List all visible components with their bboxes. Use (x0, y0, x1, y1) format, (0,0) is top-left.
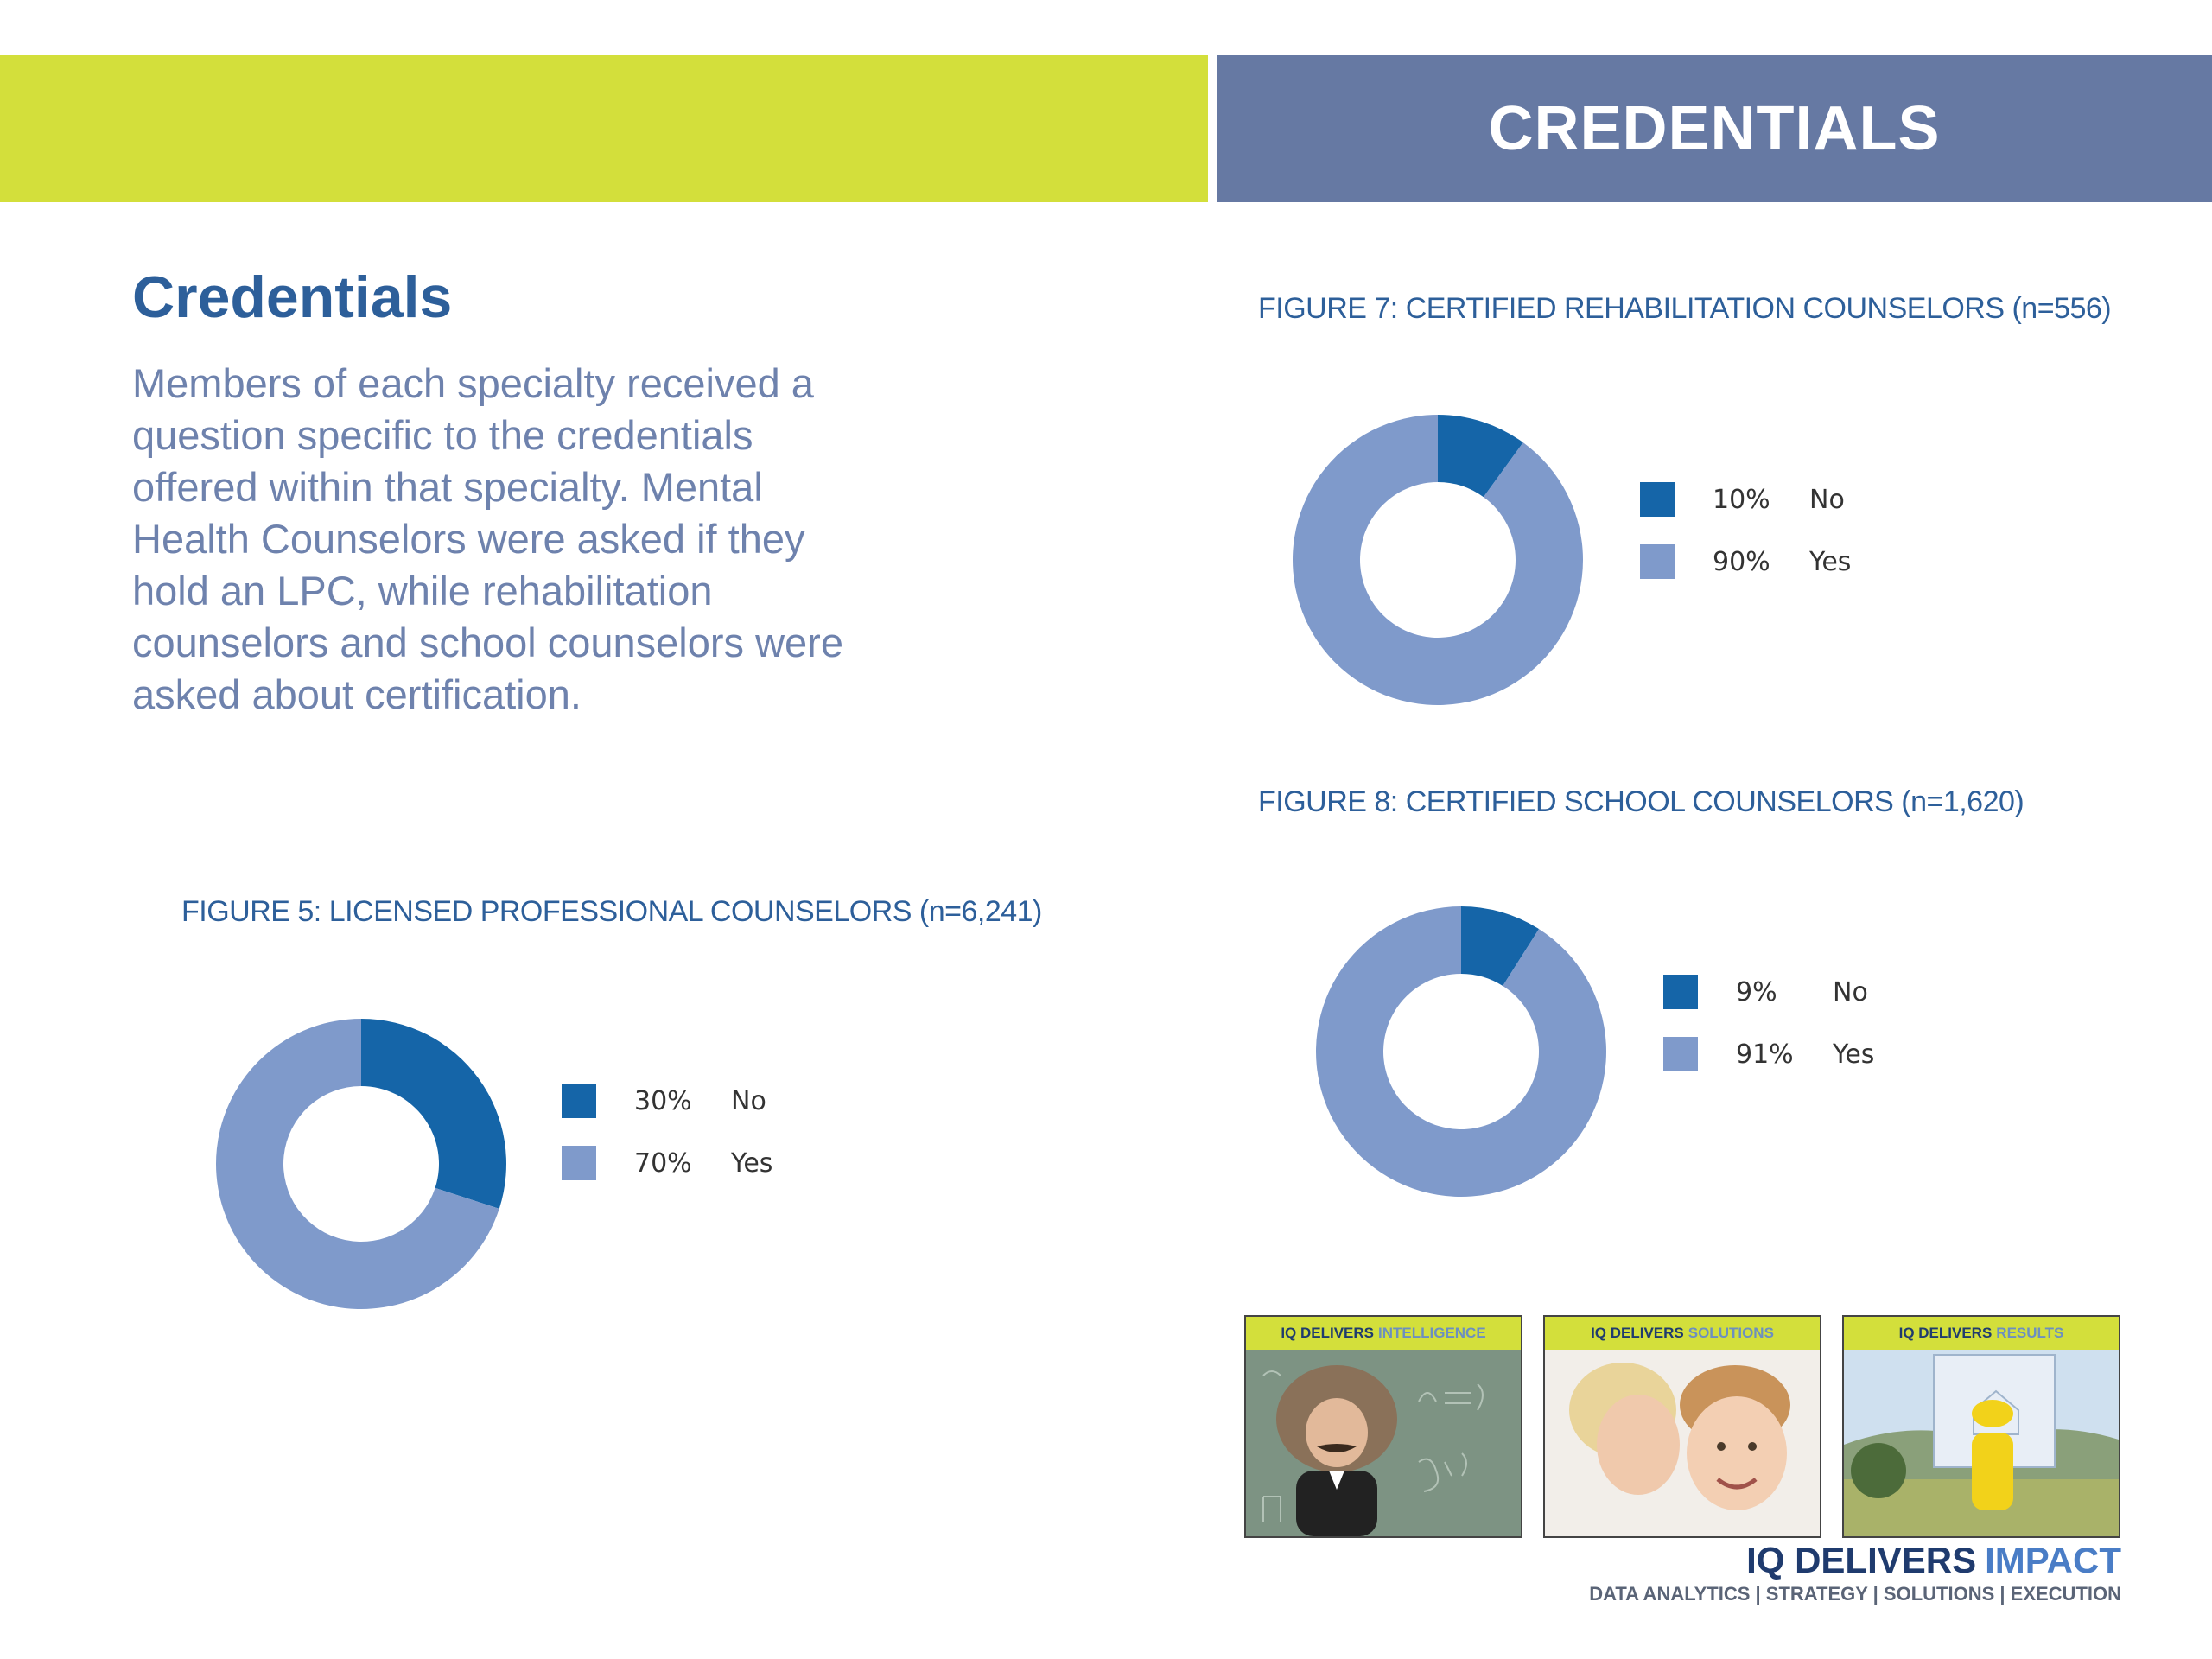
legend-label-yes: Yes (1833, 1039, 1875, 1070)
legend-swatch-yes (562, 1146, 596, 1180)
photo-caption (1246, 1317, 1521, 1350)
legend-label-yes: Yes (731, 1147, 773, 1179)
photo-caption-prefix: IQ DELIVERS (1281, 1325, 1374, 1341)
page-title: CREDENTIALS (1488, 94, 1941, 163)
intro-paragraph: Members of each specialty received a question specific to the credentials offered within that specialty. Mental Health Counselors were asked if they hold an LPC, while rehabilitation counselors and school counselors were asked about certification. (132, 360, 843, 717)
legend-label-no: No (731, 1085, 766, 1116)
legend-swatch-yes (1640, 544, 1675, 579)
figure-5-legend (562, 1070, 772, 1194)
legend-row-yes (1640, 531, 1851, 593)
legend-row-no (1663, 961, 1874, 1023)
legend-swatch-no (1663, 975, 1698, 1009)
photo-results (1842, 1315, 2120, 1538)
legend-row-no (562, 1070, 772, 1132)
photo-caption-prefix: IQ DELIVERS (1591, 1325, 1684, 1341)
figure-8-legend (1663, 961, 1874, 1085)
legend-swatch-no (1640, 482, 1675, 517)
photo-caption (1844, 1317, 2119, 1350)
figure-7-legend (1640, 468, 1851, 593)
legend-value-yes: 91% (1736, 1039, 1794, 1070)
brand-title (1746, 1540, 2121, 1581)
photo-solutions (1543, 1315, 1821, 1538)
figure-8-donut (1314, 905, 1608, 1198)
figure-5-title: FIGURE 5: LICENSED PROFESSIONAL COUNSELORS (n=6,241) (181, 895, 1042, 928)
figure-7-title: FIGURE 7: CERTIFIED REHABILITATION COUNSELORS (n=556) (1258, 292, 2112, 325)
legend-label-no: No (1809, 484, 1845, 515)
legend-label-no: No (1833, 976, 1868, 1007)
figure-5-donut (214, 1017, 508, 1311)
legend-value-yes: 70% (634, 1147, 692, 1179)
brand-accent: IMPACT (1985, 1540, 2121, 1580)
legend-value-no: 30% (634, 1085, 692, 1116)
legend-label-yes: Yes (1809, 546, 1852, 577)
donut-slice-no (361, 1019, 506, 1209)
header-green-band (0, 55, 1208, 202)
legend-swatch-no (562, 1084, 596, 1118)
photo-caption (1545, 1317, 1820, 1350)
legend-row-no (1640, 468, 1851, 531)
brand-main: IQ DELIVERS (1746, 1540, 1977, 1580)
figure-8-title: FIGURE 8: CERTIFIED SCHOOL COUNSELORS (n=1,620) (1258, 785, 2024, 818)
photo-caption-prefix: IQ DELIVERS (1898, 1325, 1993, 1341)
legend-row-yes (562, 1132, 772, 1194)
children-whispering-image (1545, 1350, 1820, 1536)
photo-caption-accent: RESULTS (1996, 1325, 2064, 1341)
photo-caption-accent: SOLUTIONS (1688, 1325, 1774, 1341)
photo-intelligence (1244, 1315, 1522, 1538)
donut-slice-yes (1293, 415, 1583, 705)
brand-tagline: DATA ANALYTICS | STRATEGY | SOLUTIONS | EXECUTION (1589, 1583, 2121, 1605)
child-blueprint-image (1844, 1350, 2119, 1536)
legend-value-no: 10% (1713, 484, 1770, 515)
figure-7-donut (1291, 413, 1585, 707)
legend-swatch-yes (1663, 1037, 1698, 1071)
donut-slice-yes (1316, 906, 1606, 1197)
legend-value-no: 9% (1736, 976, 1777, 1007)
legend-row-yes (1663, 1023, 1874, 1085)
legend-value-yes: 90% (1713, 546, 1770, 577)
section-heading: Credentials (132, 264, 453, 330)
child-chalkboard-image (1246, 1350, 1521, 1536)
photo-caption-accent: INTELLIGENCE (1378, 1325, 1486, 1341)
